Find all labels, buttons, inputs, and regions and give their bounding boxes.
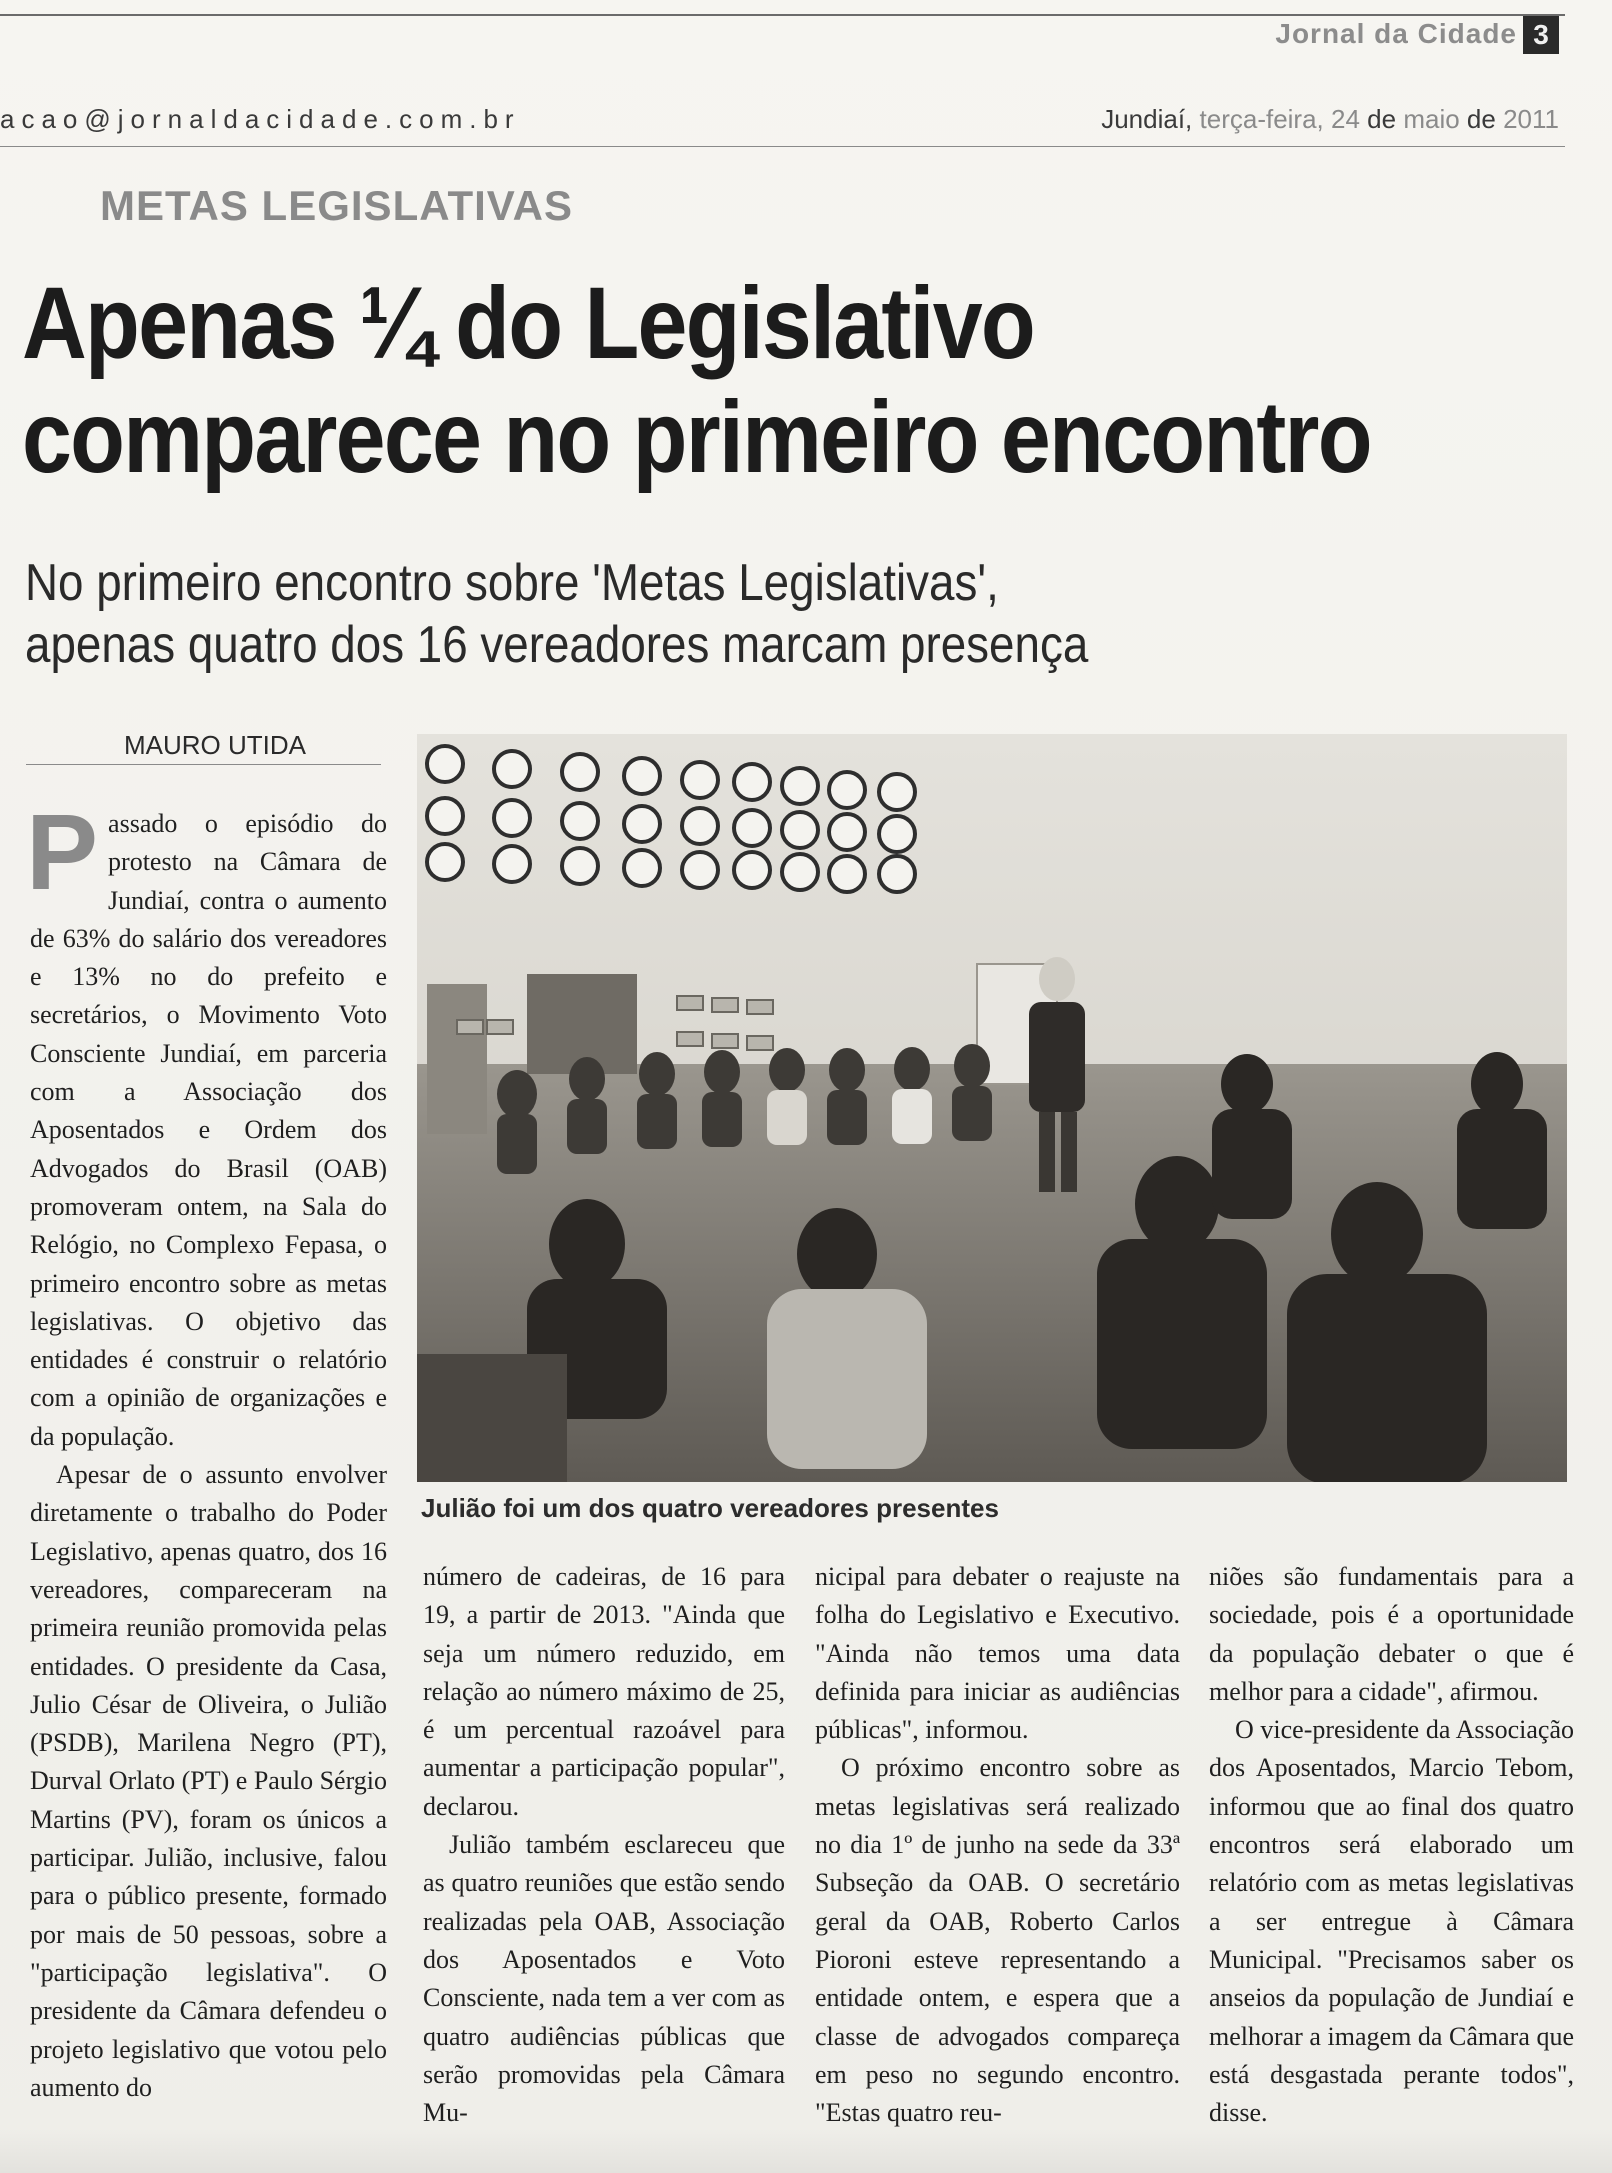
paragraph: [26, 791, 387, 1456]
article-photo: [417, 734, 1567, 1482]
dateline: [1101, 104, 1559, 135]
paragraph-text: assado o episódio do protesto na Câmara de Jundiaí, contra o aumento de 63% do salário dos vereadores e 13% no do prefeito e secretários, o Movimento Voto Consciente Jundiaí, em parceria com a Associação dos Aposentados e Ordem dos Advogados do Brasil (OAB) promoveram ontem, na Sala do Relógio, no Complexo Fepasa, o primeiro encontro sobre as metas legislativas. O objetivo das entidades é construir o relatório com a opinião de organizações e da população.: [30, 809, 387, 1451]
page-number: 3: [1523, 16, 1559, 54]
section-kicker: METAS LEGISLATIVAS: [100, 182, 574, 229]
meeting-room-photo: [417, 734, 1567, 1482]
subheadline-line: apenas quatro dos 16 vereadores marcam presença: [25, 616, 1089, 674]
dateline-month: maio: [1403, 104, 1460, 134]
paragraph: Julião também esclareceu que as quatro reuniões que estão sendo realizadas pela OAB, Associação dos Aposentados e Voto Consciente, nada tem a ver com as quatro audiências públicas que serão promovidas pela Câmara Mu-: [423, 1830, 785, 2128]
headline: [22, 266, 1395, 494]
paragraph: O próximo encontro sobre as metas legislativas será realizado no dia 1º de junho na sede da 33ª Subseção da OAB. O secretário geral da OAB, Roberto Carlos Pioroni esteve representando a entidade ontem, e espera que a classe de advogados compareça em peso no segundo encontro. "Estas quatro reu-: [815, 1753, 1180, 2128]
dateline-de: de: [1367, 104, 1397, 134]
header-rule: [0, 146, 1565, 147]
dateline-day: 24: [1331, 104, 1360, 134]
masthead: Jornal da Cidade: [1275, 18, 1517, 49]
email-address: acao@jornaldacidade.com.br: [0, 104, 521, 134]
headline-line: Apenas ¼ do Legislativo: [22, 266, 1034, 380]
article-column-4: [1209, 1558, 1574, 2132]
paragraph: nicipal para debater o reajuste na folha do Legislativo e Executivo. "Ainda não temos uma data definida para iniciar as audiências públicas", informou.: [815, 1562, 1180, 1745]
article-column-3: [815, 1558, 1180, 2132]
chair-backs: [417, 1354, 567, 1482]
paragraph: O vice-presidente da Associação dos Aposentados, Marcio Tebom, informou que ao final dos quatro encontros será elaborado um relatório com as metas legislativas a ser entregue à Câmara Municipal. "Precisamos saber os anseios da população de Jundiaí e melhorar a imagem da Câmara que está desgastada perante todos", disse.: [1209, 1715, 1574, 2128]
dateline-weekday: terça-feira,: [1199, 104, 1324, 134]
article-column-2: [423, 1558, 785, 2132]
door: [427, 984, 487, 1134]
article-column-1: [26, 791, 387, 2107]
byline: MAURO UTIDA: [124, 730, 306, 760]
subheadline-line: No primeiro encontro sobre 'Metas Legislativas',: [25, 554, 999, 612]
paragraph: niões são fundamentais para a sociedade, pois é a oportunidade da população debater o que é melhor para a cidade", afirmou.: [1209, 1562, 1574, 1706]
dateline-year: 2011: [1503, 104, 1559, 134]
paragraph: Apesar de o assunto envolver diretamente o trabalho do Poder Legislativo, apenas quatro, dos 16 vereadores, compareceram na primeira reunião promovida pelas entidades. O presidente da Casa, Julio César de Oliveira, o Julião (PSDB), Marilena Negro (PT), Durval Orlato (PT) e Paulo Sérgio Martins (PV), foram os únicos a participar. Julião, inclusive, falou para o público presente, formado por mais de 50 pessoas, sobre a "participação legislativa". O presidente da Câmara defendeu o projeto legislativo que votou pelo aumento do: [30, 1460, 387, 2102]
page-bottom-edge: [0, 2128, 1612, 2173]
headline-line: comparece no primeiro encontro: [22, 380, 1371, 494]
dateline-city: Jundiaí,: [1101, 104, 1193, 134]
paragraph: número de cadeiras, de 16 para 19, a partir de 2013. "Ainda que seja um número reduzido, em relação ao número máximo de 25, é um percentual razoável para aumentar a participação popular", declarou.: [423, 1562, 785, 1821]
byline-rule: [26, 764, 381, 765]
photo-caption: Julião foi um dos quatro vereadores presentes: [421, 1493, 999, 1523]
dateline-de: de: [1466, 104, 1496, 134]
subheadline: [25, 552, 1398, 676]
top-rule: [0, 14, 1565, 16]
drop-cap: P: [26, 791, 99, 912]
